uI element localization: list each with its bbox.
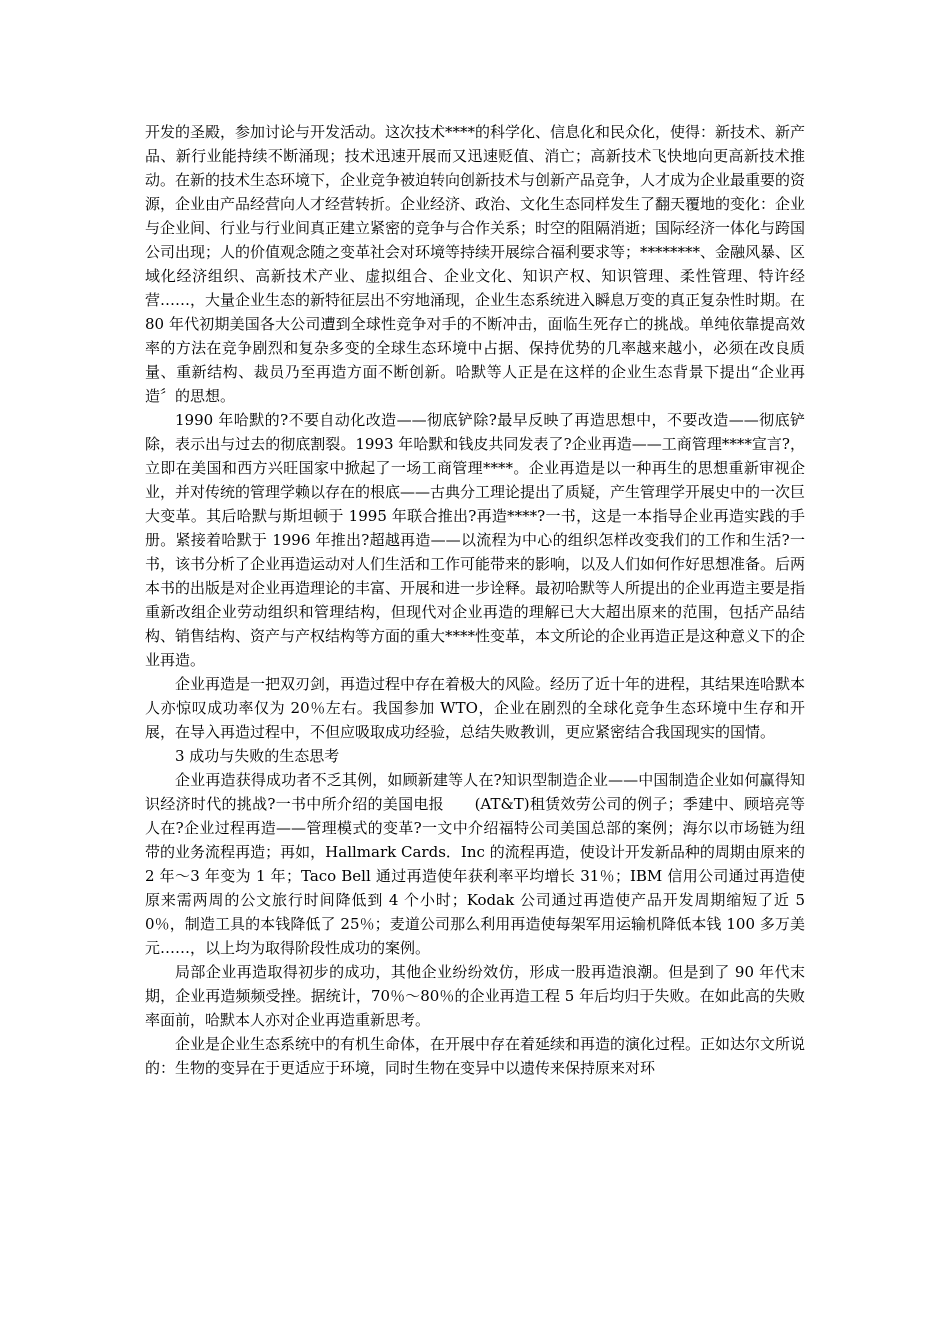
paragraph-6: 企业是企业生态系统中的有机生命体，在开展中存在着延续和再造的演化过程。正如达尔文所说的：生物的变异在于更适应于环境，同时生物在变异中以遗传来保持原来对环 bbox=[145, 1035, 806, 1077]
section-heading: 3 成功与失败的生态思考 bbox=[175, 747, 340, 765]
paragraph-2: 1990 年哈默的?不要自动化改造——彻底铲除?最早反映了再造思想中，不要改造——彻底铲除，表示出与过去的彻底割裂。1993 年哈默和钱皮共同发表了?企业再造——工商管理****宣言?，立即在美国和西方兴旺国家中掀起了一场工商管理****。企业再造是以一种再生的思想重新审视企业，并对传统的管理学赖以存在的根底——古典分工理论提出了质疑，产生管理学开展史中的一次巨大变革。其后哈默与斯坦顿于 1995 年联合推出?再造****?一书，这是一本指导企业再造实践的手册。紧接着哈默于 1996 年推出?超越再造——以流程为中心的组织怎样改变我们的工作和生活?一书，该书分析了企业再造运动对人们生活和工作可能带来的影响，以及人们如何作好思想准备。后两本书的出版是对企业再造理论的丰富、开展和进一步诠释。最初哈默等人所提出的企业再造主要是指重新改组企业劳动组织和管理结构，但现代对企业再造的理解已大大超出原来的范围，包括产品结构、销售结构、资产与产权结构等方面的重大****性变革，本文所论的企业再造正是这种意义下的企业再造。 bbox=[145, 411, 806, 669]
paragraph-3: 企业再造是一把双刃剑，再造过程中存在着极大的风险。经历了近十年的进程，其结果连哈默本人亦惊叹成功率仅为 20％左右。我国参加 WTO，企业在剧烈的全球化竞争生态环境中生存和开展，在导入再造过程中，不但应吸取成功经验，总结失败教训，更应紧密结合我国现实的国情。 bbox=[145, 675, 806, 741]
document-page bbox=[145, 120, 805, 1080]
paragraph-4: 企业再造获得成功者不乏其例，如顾新建等人在?知识型制造企业——中国制造企业如何赢得知识经济时代的挑战?一书中所介绍的美国电报 (AT&T)租赁效劳公司的例子；季建中、顾培亮等人在?企业过程再造——管理模式的变革?一文中介绍福特公司美国总部的案例；海尔以市场链为纽带的业务流程再造；再如，Hallmark Cards．Inc 的流程再造，使设计开发新品种的周期由原来的 2 年～3 年变为 1 年；Taco Bell 通过再造使年获利率平均增长 31％；IBM 信用公司通过再造使原来需两周的公文旅行时间降低到 4 个小时；Kodak 公司通过再造使产品开发周期缩短了近 50％，制造工具的本钱降低了 25％；麦道公司那么利用再造使每架军用运输机降低本钱 100 多万美元……，以上均为取得阶段性成功的案例。 bbox=[145, 771, 805, 957]
paragraph-5: 局部企业再造取得初步的成功，其他企业纷纷效仿，形成一股再造浪潮。但是到了 90 年代末期，企业再造频频受挫。据统计，70％～80％的企业再造工程 5 年后均归于失败。在如此高的失败率面前，哈默本人亦对企业再造重新思考。 bbox=[145, 963, 805, 1029]
paragraph-1: 开发的圣殿，参加讨论与开发活动。这次技术****的科学化、信息化和民众化，使得：新技术、新产品、新行业能持续不断涌现；技术迅速开展而又迅速贬值、消亡；高新技术飞快地向更高新技术推动。在新的技术生态环境下，企业竞争被迫转向创新技术与创新产品竞争，人才成为企业最重要的资源，企业由产品经营向人才经营转折。企业经济、政治、文化生态同样发生了翻天覆地的变化：企业与企业间、行业与行业间真正建立紧密的竞争与合作关系；时空的阻隔消逝；国际经济一体化与跨国公司出现；人的价值观念随之变革社会对环境等持续开展综合福利要求等；********、金融风暴、区域化经济组织、高新技术产业、虚拟组合、企业文化、知识产权、知识管理、柔性管理、特许经营……，大量企业生态的新特征层出不穷地涌现，企业生态系统进入瞬息万变的真正复杂性时期。在 80 年代初期美国各大公司遭到全球性竞争对手的不断冲击，面临生死存亡的挑战。单纯依靠提高效率的方法在竞争剧烈和复杂多变的全球生态环境中占据、保持优势的几率越来越小，必须在改良质量、重新结构、裁员乃至再造方面不断创新。哈默等人正是在这样的企业生态背景下提出“企业再造〞的思想。 bbox=[145, 123, 806, 405]
